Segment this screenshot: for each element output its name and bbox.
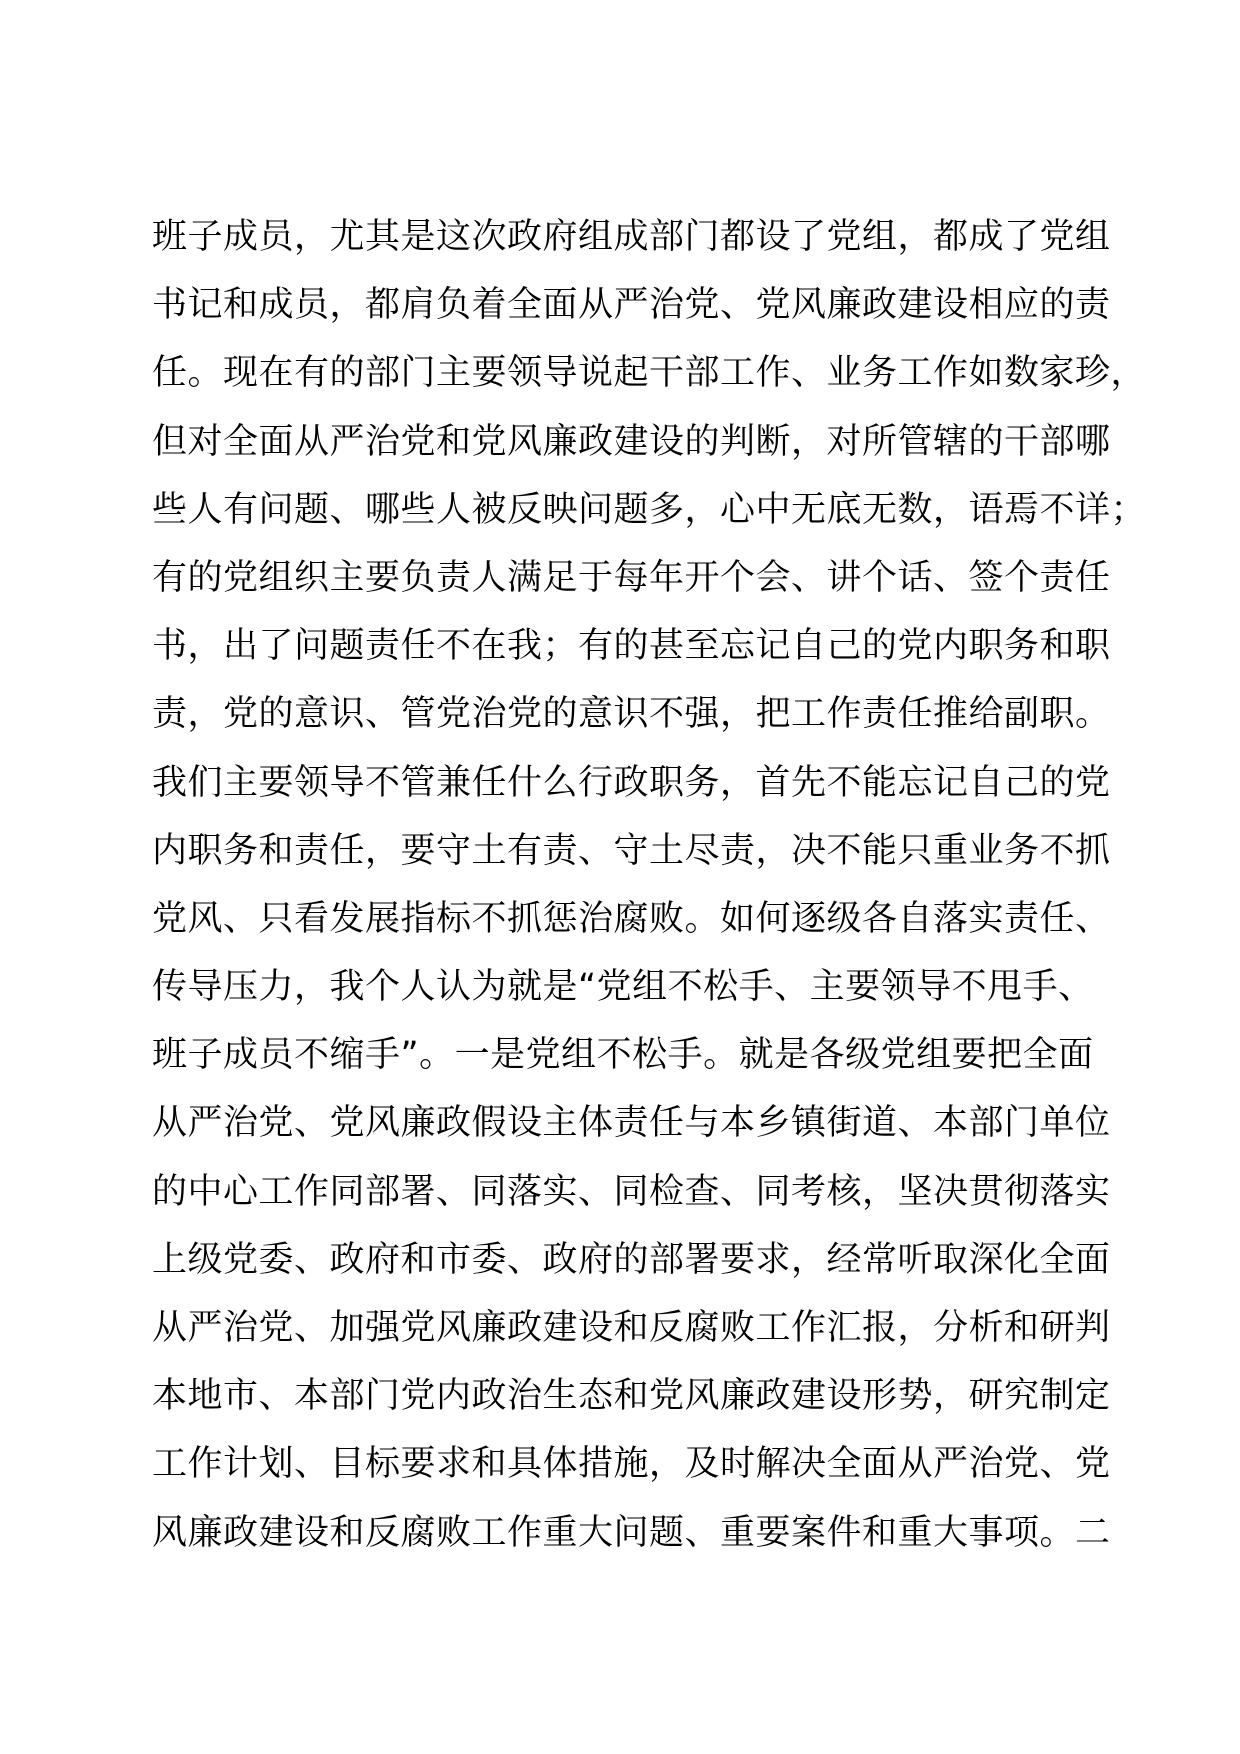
text-line: 书记和成员，都肩负着全面从严治党、党风廉政建设相应的责 xyxy=(152,285,1111,326)
text-line: 但对全面从严治党和党风廉政建设的判断，对所管辖的干部哪 xyxy=(152,421,1111,462)
text-line: 的中心工作同部署、同落实、同检查、同考核，坚决贯彻落实 xyxy=(152,1171,1111,1212)
text-line: 传导压力，我个人认为就是“党组不松手、主要领导不甩手、 xyxy=(152,967,1094,1008)
text-line: 班子成员，尤其是这次政府组成部门都设了党组，都成了党组 xyxy=(152,217,1111,257)
text-line: 从严治党、党风廉政假设主体责任与本乡镇街道、本部门单位 xyxy=(152,1103,1111,1144)
text-line: 些人有问题、哪些人被反映问题多，心中无底无数，语焉不详； xyxy=(152,489,1147,530)
text-line: 工作计划、目标要求和具体措施，及时解决全面从严治党、党 xyxy=(152,1444,1111,1485)
text-line: 从严治党、加强党风廉政建设和反腐败工作汇报，分析和研判 xyxy=(152,1308,1111,1348)
text-line: 党风、只看发展指标不抓惩治腐败。如何逐级各自落实责任、 xyxy=(152,898,1111,939)
text-line: 班子成员不缩手”。一是党组不松手。就是各级党组要把全面 xyxy=(152,1035,1094,1076)
text-line: 上级党委、政府和市委、政府的部署要求，经常听取深化全面 xyxy=(152,1239,1111,1280)
text-line: 本地市、本部门党内政治生态和党风廉政建设形势，研究制定 xyxy=(152,1376,1111,1417)
text-line: 有的党组织主要负责人满足于每年开个会、讲个话、签个责任 xyxy=(152,557,1111,598)
text-line: 我们主要领导不管兼任什么行政职务，首先不能忘记自己的党 xyxy=(152,762,1111,803)
body-paragraph xyxy=(152,203,1147,1567)
text-line: 内职务和责任，要守土有责、守土尽责，决不能只重业务不抓 xyxy=(152,830,1111,871)
text-line: 任。现在有的部门主要领导说起干部工作、业务工作如数家珍， xyxy=(152,353,1147,394)
text-line: 责，党的意识、管党治党的意识不强，把工作责任推给副职。 xyxy=(152,694,1111,735)
text-line: 书，出了问题责任不在我；有的甚至忘记自己的党内职务和职 xyxy=(152,626,1111,667)
text-line: 风廉政建设和反腐败工作重大问题、重要案件和重大事项。二 xyxy=(152,1512,1111,1553)
